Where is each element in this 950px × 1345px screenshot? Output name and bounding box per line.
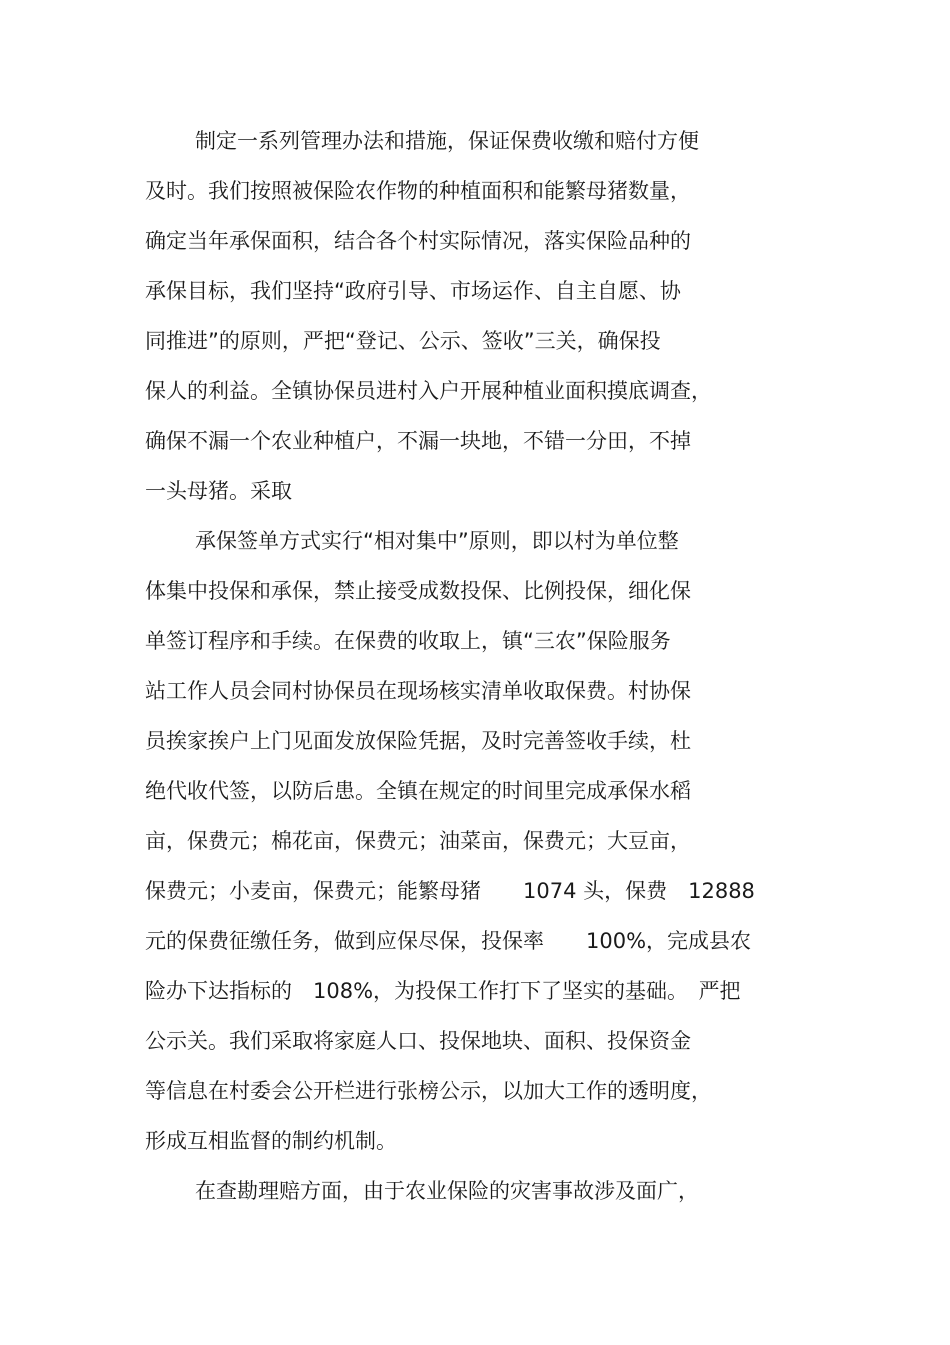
- paragraph-1-line-7: 确保不漏一个农业种植户，不漏一块地，不错一分田，不掉: [145, 429, 691, 453]
- paragraph-1-line-3: 确定当年承保面积，结合各个村实际情况，落实保险品种的: [145, 229, 691, 253]
- paragraph-2-line-10: 险办下达指标的 108%，为投保工作打下了坚实的基础。 严把: [145, 979, 741, 1003]
- paragraph-2-line-5: 员挨家挨户上门见面发放保险凭据，及时完善签收手续，杜: [145, 729, 691, 753]
- paragraph-1-line-5: 同推进”的原则，严把“登记、公示、签收”三关，确保投: [145, 329, 661, 353]
- paragraph-2-line-1: 承保签单方式实行“相对集中”原则，即以村为单位整: [195, 529, 679, 553]
- paragraph-3-line-1: 在查勘理赔方面，由于农业保险的灾害事故涉及面广，: [195, 1179, 699, 1203]
- paragraph-2-line-6: 绝代收代签，以防后患。全镇在规定的时间里完成承保水稻: [145, 779, 691, 803]
- paragraph-2-line-8: 保费元；小麦亩，保费元；能繁母猪 1074 头，保费 12888: [145, 879, 755, 903]
- paragraph-2-line-3: 单签订程序和手续。在保费的收取上，镇“三农”保险服务: [145, 629, 671, 653]
- paragraph-2-line-2: 体集中投保和承保，禁止接受成数投保、比例投保，细化保: [145, 579, 691, 603]
- paragraph-1-line-6: 保人的利益。全镇协保员进村入户开展种植业面积摸底调查，: [145, 379, 712, 403]
- paragraph-2-line-11: 公示关。我们采取将家庭人口、投保地块、面积、投保资金: [145, 1029, 691, 1053]
- paragraph-2-line-13: 形成互相监督的制约机制。: [145, 1129, 397, 1153]
- paragraph-1-line-1: 制定一系列管理办法和措施，保证保费收缴和赔付方便: [195, 129, 699, 153]
- paragraph-2-line-7: 亩，保费元；棉花亩，保费元；油菜亩，保费元；大豆亩，: [145, 829, 691, 853]
- paragraph-1-line-2: 及时。我们按照被保险农作物的种植面积和能繁母猪数量，: [145, 179, 691, 203]
- paragraph-1-line-8: 一头母猪。采取: [145, 479, 292, 503]
- paragraph-2-line-12: 等信息在村委会公开栏进行张榜公示，以加大工作的透明度，: [145, 1079, 712, 1103]
- paragraph-1-line-4: 承保目标，我们坚持“政府引导、市场运作、自主自愿、协: [145, 279, 681, 303]
- paragraph-2-line-4: 站工作人员会同村协保员在现场核实清单收取保费。村协保: [145, 679, 691, 703]
- paragraph-2-line-9: 元的保费征缴任务，做到应保尽保，投保率 100%，完成县农: [145, 929, 752, 953]
